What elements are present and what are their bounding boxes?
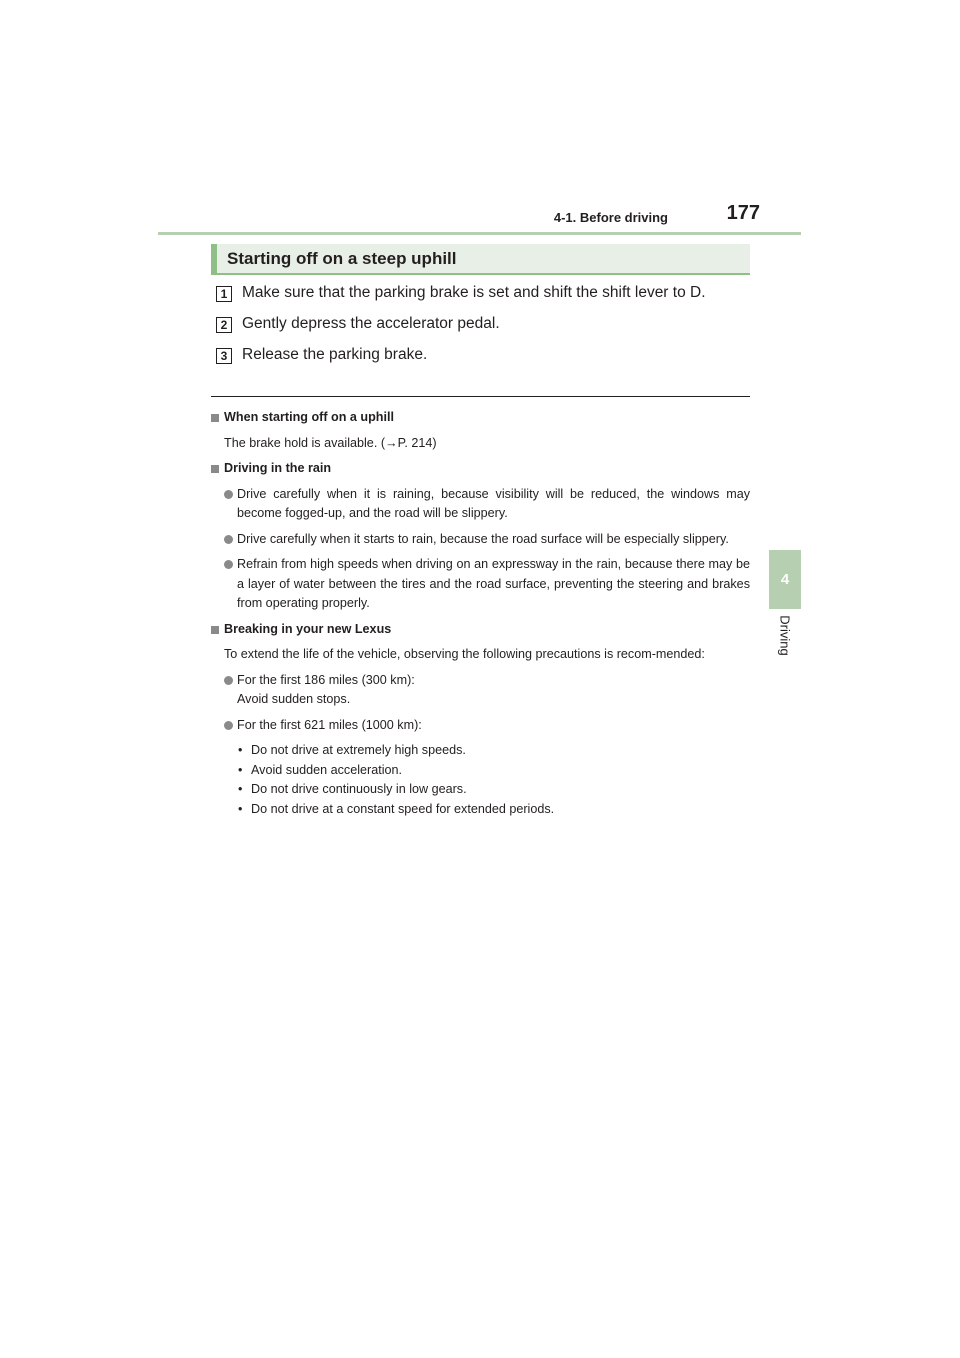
rain-bullet-2 [211, 530, 750, 550]
sub-list-item [211, 741, 750, 761]
notes-block [211, 408, 750, 819]
running-header-section: 4-1. Before driving [553, 210, 668, 225]
chapter-tab [769, 550, 801, 609]
step-text: Gently depress the accelerator pedal. [242, 315, 500, 332]
rain-bullet-1 [211, 485, 750, 524]
step-number-box: 2 [216, 317, 232, 333]
chapter-tab-label: Driving [777, 615, 793, 656]
note-text-uphill: The brake hold is available. (→P. 214) [224, 435, 437, 450]
note-heading-rain [211, 459, 750, 479]
step-number-box: 1 [216, 286, 232, 302]
round-bullet-icon [224, 490, 233, 499]
step-number-box: 3 [216, 348, 232, 364]
rain-bullet-3 [211, 555, 750, 614]
note-heading-uphill [211, 408, 750, 428]
note-heading-text: When starting off on a uphill [224, 410, 394, 424]
note-text-breaking-in: To extend the life of the vehicle, observing the following precautions is recom-mended: [224, 647, 705, 661]
sub-list-item [211, 800, 750, 820]
section-divider [211, 396, 750, 397]
step-3 [216, 348, 756, 368]
bullet-subtext: Avoid sudden stops. [237, 692, 351, 706]
round-bullet-icon [224, 535, 233, 544]
bullet-text: Drive carefully when it starts to rain, because the road surface will be especially slippery. [237, 531, 729, 546]
step-2 [216, 317, 756, 337]
sub-list-item [211, 780, 750, 800]
step-text: Make sure that the parking brake is set and shift the shift lever to D. [242, 284, 706, 301]
sub-list-item [211, 761, 750, 781]
sub-item-text: Do not drive continuously in low gears. [251, 782, 467, 796]
bullet-text: Drive carefully when it is raining, because visibility will be reduced, the windows may become fogged-up, and the road will be slippery. [237, 486, 750, 520]
breaking-in-bullet-2 [211, 716, 750, 736]
bullet-text: For the first 186 miles (300 km): [237, 672, 415, 687]
breaking-in-sub-list [211, 741, 750, 819]
bullet-text: Refrain from high speeds when driving on an expressway in the rain, because there may be a layer of water between the tires and the road surface, preventing the steering and brakes from operating properly. [237, 557, 750, 610]
chapter-tab-number: 4 [780, 571, 790, 588]
note-heading-text: Breaking in your new Lexus [224, 621, 392, 636]
step-text: Release the parking brake. [242, 346, 428, 363]
sub-item-text: Do not drive at a constant speed for extended periods. [251, 801, 555, 816]
note-heading-breaking-in [211, 620, 750, 640]
section-title: Starting off on a steep uphill [227, 249, 457, 268]
header-rule [158, 232, 801, 235]
middle-dot-icon: • [238, 801, 243, 816]
bullet-text: For the first 621 miles (1000 km): [237, 717, 422, 732]
square-bullet-icon [211, 626, 219, 634]
round-bullet-icon [224, 676, 233, 685]
middle-dot-icon: • [238, 743, 243, 757]
page-number: 177 [726, 202, 760, 224]
round-bullet-icon [224, 721, 233, 730]
square-bullet-icon [211, 414, 219, 422]
sub-item-text: Avoid sudden acceleration. [251, 762, 402, 777]
breaking-in-bullet-1 [211, 671, 750, 710]
middle-dot-icon: • [238, 782, 243, 796]
middle-dot-icon: • [238, 762, 243, 777]
section-banner [211, 244, 750, 275]
note-heading-text: Driving in the rain [224, 461, 332, 475]
sub-item-text: Do not drive at extremely high speeds. [251, 743, 466, 757]
round-bullet-icon [224, 560, 233, 569]
square-bullet-icon [211, 465, 219, 473]
step-1 [216, 286, 756, 306]
